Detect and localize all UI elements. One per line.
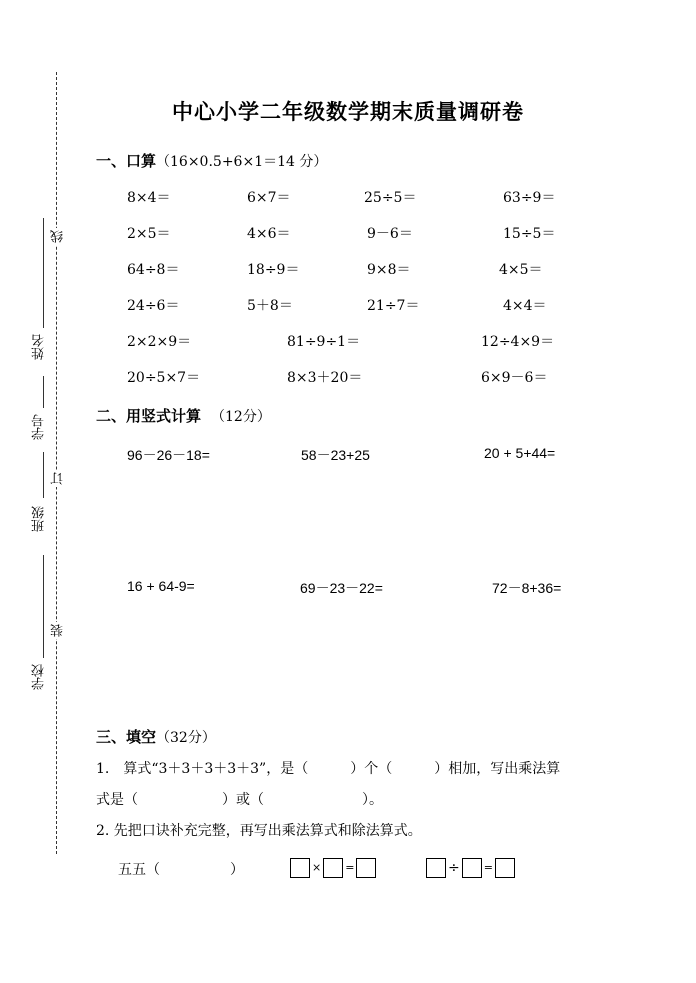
page-title: 中心小学二年级数学期末质量调研卷 xyxy=(172,99,524,124)
equals-sign: = xyxy=(483,861,493,874)
binder-mark-ding: 订 xyxy=(51,472,66,485)
binder-mark-zhuang: 装 xyxy=(51,624,66,637)
calc-item: 5＋8＝ xyxy=(247,298,293,314)
answer-box[interactable] xyxy=(495,858,515,878)
times-sign: × xyxy=(312,861,322,874)
vertical-calc-item: 20 + 5+44= xyxy=(484,445,556,461)
number-label: 学号 xyxy=(32,414,47,440)
fill-question-2: 2. 先把口诀补充完整，再写出乘法算式和除法算式。 xyxy=(96,823,422,839)
calc-item: 8×4＝ xyxy=(127,190,171,206)
school-label: 学校 xyxy=(32,664,47,690)
vertical-calc-item: 69－23－22= xyxy=(300,580,383,596)
divide-sign: ÷ xyxy=(448,859,460,876)
section1-label: 一、口算 xyxy=(96,152,157,170)
multiplication-equation xyxy=(290,857,376,878)
calc-item: 64÷8＝ xyxy=(127,262,180,278)
calc-item: 9－6＝ xyxy=(367,226,413,242)
calc-item: 25÷5＝ xyxy=(364,190,417,206)
calc-item: 21÷7＝ xyxy=(367,298,420,314)
calc-item: 6×7＝ xyxy=(247,190,291,206)
binding-cut-line xyxy=(56,72,57,854)
calc-item: 9×8＝ xyxy=(367,262,411,278)
fill-question-1-line1: 1. 算式“3＋3＋3＋3＋3”，是（ ）个（ ）相加，写出乘法算 xyxy=(96,761,561,777)
name-field-line xyxy=(43,218,44,328)
section2-heading xyxy=(96,405,271,426)
calc-item: 24÷6＝ xyxy=(127,298,180,314)
answer-box[interactable] xyxy=(462,858,482,878)
calc-item: 4×5＝ xyxy=(499,262,543,278)
section2-label: 二、用竖式计算 xyxy=(96,407,202,425)
calc-item: 12÷4×9＝ xyxy=(481,334,555,350)
answer-box[interactable] xyxy=(426,858,446,878)
class-field-line xyxy=(43,452,44,498)
binder-mark-xian: 线 xyxy=(51,230,66,243)
equals-sign: = xyxy=(345,861,355,874)
vertical-calc-item: 16 + 64-9= xyxy=(127,578,195,594)
calc-item: 4×4＝ xyxy=(503,298,547,314)
calc-item: 2×5＝ xyxy=(127,226,171,242)
calc-item: 20÷5×7＝ xyxy=(127,370,201,386)
calc-item: 81÷9÷1＝ xyxy=(287,334,361,350)
section3-label: 三、填空 xyxy=(96,728,157,746)
fill-question-1-line2: 式是（ ）或（ ）。 xyxy=(96,792,383,808)
section3-points: （32分） xyxy=(156,730,216,746)
vertical-calc-item: 96－26－18= xyxy=(127,447,210,463)
calc-item: 4×6＝ xyxy=(247,226,291,242)
division-equation xyxy=(426,857,515,878)
class-label: 班级 xyxy=(32,506,47,532)
vertical-calc-item: 58－23+25 xyxy=(301,447,370,463)
vertical-calc-item: 72－8+36= xyxy=(492,580,562,596)
answer-box[interactable] xyxy=(323,858,343,878)
calc-item: 63÷9＝ xyxy=(503,190,556,206)
answer-box[interactable] xyxy=(356,858,376,878)
calc-item: 8×3＋20＝ xyxy=(287,370,363,386)
calc-item: 18÷9＝ xyxy=(247,262,300,278)
calc-item: 6×9－6＝ xyxy=(481,370,548,386)
section3-heading xyxy=(96,726,216,747)
school-field-line xyxy=(43,555,44,658)
number-field-line xyxy=(43,376,44,408)
multiplication-rhyme-prompt: 五五（ ） xyxy=(118,862,244,878)
calc-item: 15÷5＝ xyxy=(503,226,556,242)
section1-heading xyxy=(96,150,327,171)
answer-box[interactable] xyxy=(290,858,310,878)
name-label: 姓名 xyxy=(32,334,47,360)
calc-item: 2×2×9＝ xyxy=(127,334,192,350)
section1-points: （16×0.5+6×1＝14 分） xyxy=(156,154,328,170)
section2-points: （12分） xyxy=(211,409,271,425)
